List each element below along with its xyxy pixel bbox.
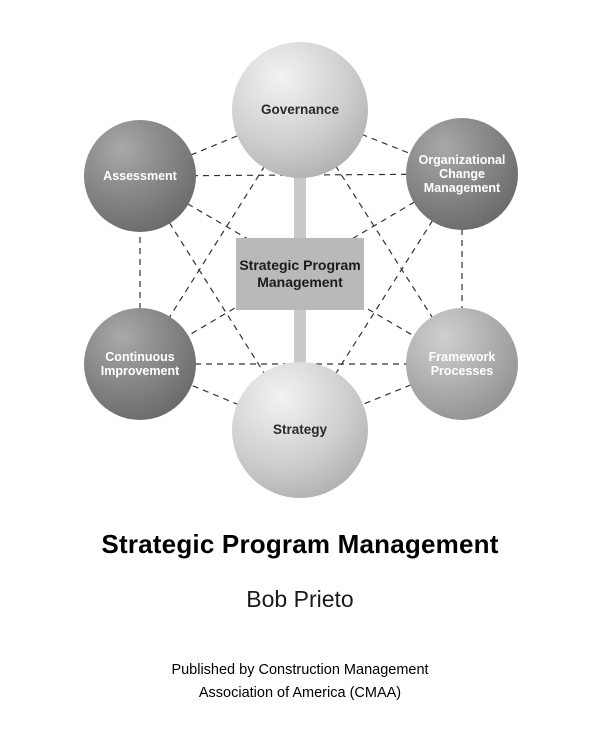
node-continuous-improvement[interactable]: [84, 308, 196, 420]
cover-title-block: [0, 505, 600, 705]
node-governance-label: Governance: [260, 102, 340, 118]
node-assessment-label: Assessment: [103, 169, 177, 183]
author-name: Bob Prieto: [246, 586, 354, 612]
node-governance[interactable]: [232, 42, 368, 178]
node-organizational-change-management[interactable]: [406, 118, 518, 230]
center-node-strategic-program-management[interactable]: [236, 238, 364, 310]
publisher-line-2: Association of America (CMAA): [198, 685, 402, 702]
node-continuous-improvement-label: Continuous Improvement: [100, 350, 180, 378]
page-title: Strategic Program Management: [101, 529, 499, 559]
node-organizational-change-management-label: Organizational Change Management: [418, 153, 506, 195]
node-assessment[interactable]: [84, 120, 196, 232]
publisher-info: [0, 659, 600, 705]
node-strategy-label: Strategy: [272, 422, 328, 438]
center-node-label: Strategic Program Management: [239, 256, 361, 290]
node-framework-processes-label: Framework Processes: [428, 350, 496, 378]
publisher-line-1: Published by Construction Management: [171, 662, 429, 678]
node-framework-processes[interactable]: [406, 308, 518, 420]
node-strategy[interactable]: [232, 362, 368, 498]
